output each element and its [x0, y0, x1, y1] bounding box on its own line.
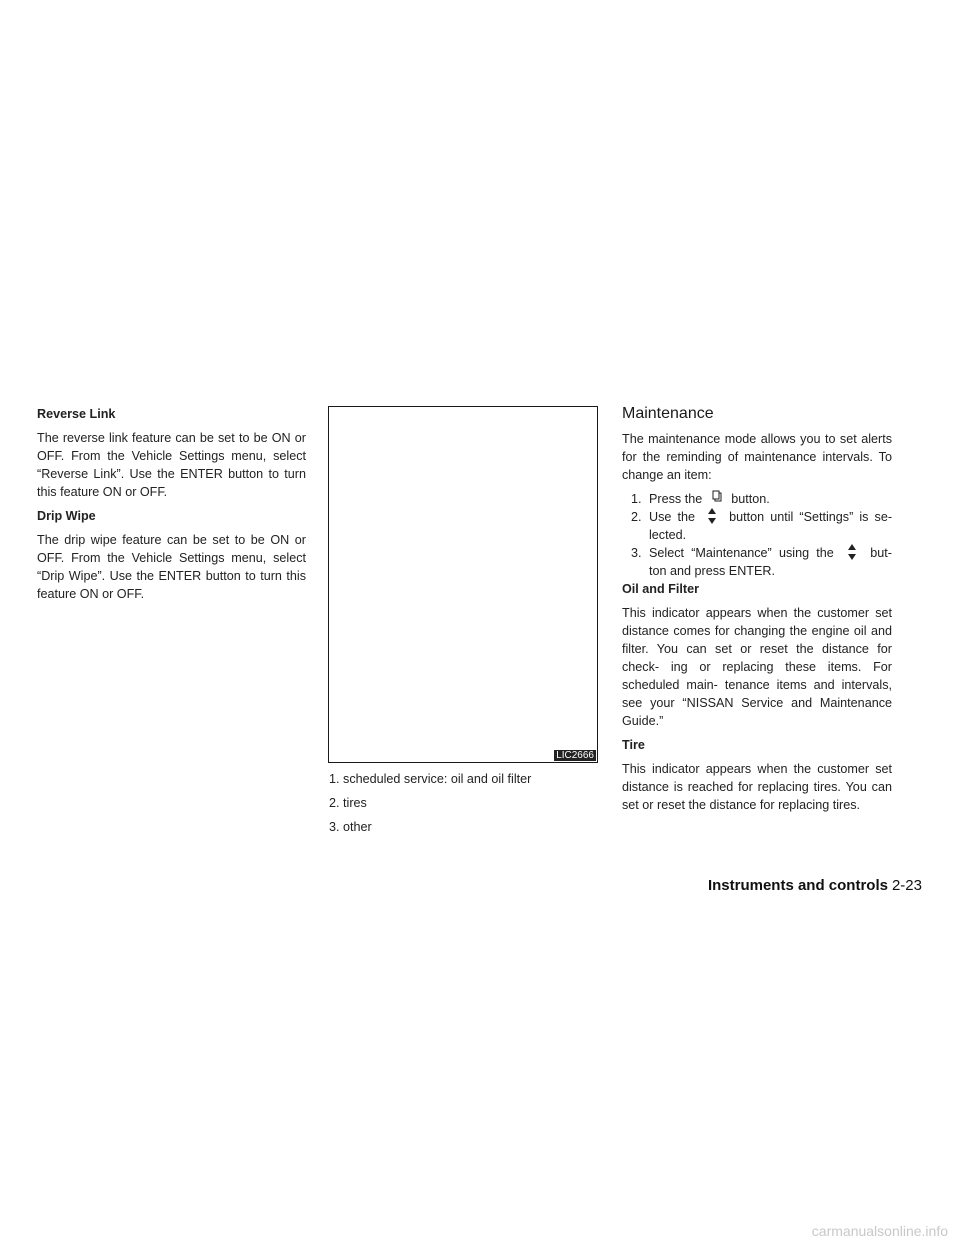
caption-number: 1.: [329, 772, 340, 786]
step-text-after: but- ton and press ENTER.: [649, 546, 892, 578]
figure-code: LIC2666: [556, 750, 594, 761]
drip-wipe-heading: Drip Wipe: [37, 509, 96, 523]
step-number: 3.: [631, 546, 642, 560]
up-down-arrows-icon: [841, 544, 863, 560]
step-text-before: Select “Maintenance” using the: [649, 546, 834, 560]
up-down-arrows-icon: [701, 508, 723, 524]
step-number: 1.: [631, 492, 642, 506]
maintenance-title: Maintenance: [622, 405, 714, 422]
page-number: 2-23: [891, 877, 922, 894]
caption-text: other: [343, 820, 372, 834]
caption-item: [329, 770, 600, 788]
footer-section-title: Instruments and controls: [707, 877, 888, 894]
step-number: 2.: [631, 510, 642, 524]
step-text-before: Press the: [649, 492, 703, 506]
oil-filter-heading: Oil and Filter: [622, 582, 699, 596]
left-column: [37, 405, 306, 609]
step-text-after: button.: [731, 492, 770, 506]
tire-paragraph: This indicator appears when the customer set distance is reached for replacing tires. You can set or reset the distance for replacing tires.: [622, 762, 892, 812]
reverse-link-heading: Reverse Link: [37, 407, 116, 421]
reverse-link-paragraph: The reverse link feature can be set to be ON or OFF. From the Vehicle Settings menu, select “Reverse Link”. Use the ENTER button to turn this feature ON or OFF.: [37, 431, 306, 499]
step-text-before: Use the: [649, 510, 695, 524]
tire-heading: Tire: [622, 738, 645, 752]
caption-number: 3.: [329, 820, 340, 834]
figure-column: [328, 406, 600, 842]
caption-text: tires: [343, 796, 367, 810]
menu-button-icon: [706, 490, 728, 506]
page-footer: [708, 877, 922, 895]
caption-number: 2.: [329, 796, 340, 810]
figure-caption-list: [328, 770, 600, 836]
site-watermark: carmanualsonline.info: [811, 1223, 948, 1239]
illustration-frame: [328, 406, 598, 763]
oil-filter-paragraph: This indicator appears when the customer set distance comes for changing the engine oil and filter. You can set or reset the distance for check- ing or replacing these items. For scheduled main- tenance items and intervals, see your “NISSAN Service and Maintenance Guide.”: [622, 606, 892, 728]
step-item: [622, 544, 892, 580]
step-item: [622, 490, 892, 508]
caption-item: [329, 794, 600, 812]
maintenance-intro: The maintenance mode allows you to set alerts for the reminding of maintenance intervals. To change an item:: [622, 432, 892, 482]
step-item: [622, 508, 892, 544]
caption-item: [329, 818, 600, 836]
drip-wipe-paragraph: The drip wipe feature can be set to be ON or OFF. From the Vehicle Settings menu, select “Drip Wipe”. Use the ENTER button to turn this feature ON or OFF.: [37, 533, 306, 601]
right-column: [622, 404, 892, 820]
step-text-after: button until “Settings” is se- lected.: [649, 510, 893, 542]
caption-text: scheduled service: oil and oil filter: [343, 772, 532, 786]
